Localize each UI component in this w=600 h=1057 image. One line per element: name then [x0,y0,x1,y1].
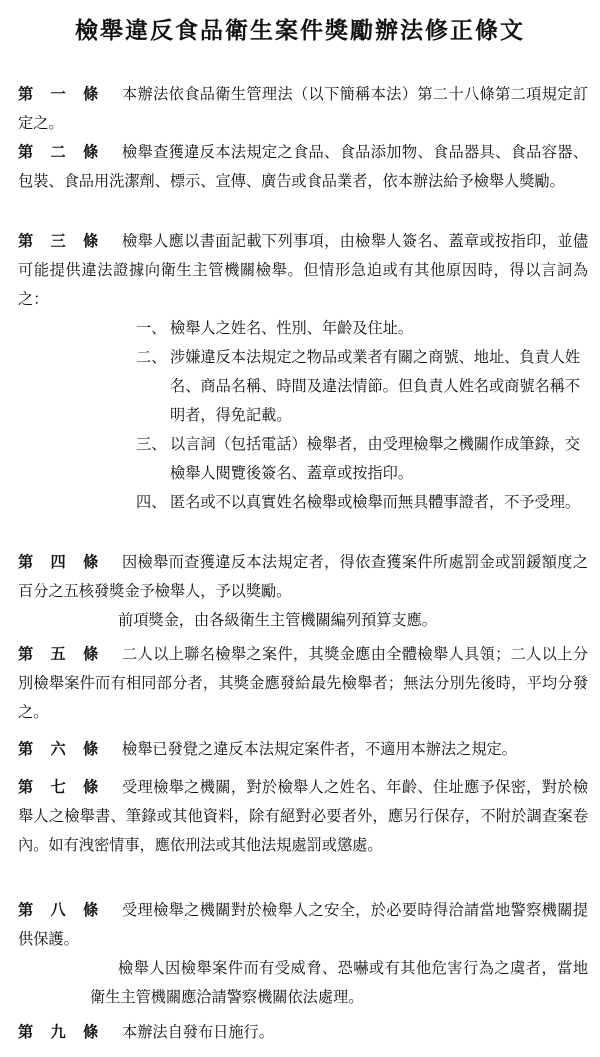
article-3 [18,227,588,517]
list-item [18,430,588,488]
article-4 [18,548,588,635]
article-1 [18,80,588,138]
article-label: 第 一 條 [18,85,105,103]
item-number: 一、 [136,319,167,337]
article-text: 前項獎金，由各級衛生主管機關編列預算支應。 [118,611,437,629]
item-text: 涉嫌違反本法規定之物品或業者有關之商號、地址、負責人姓名、商品名稱、時間及違法情節。但負責人姓名或商號名稱不明者，得免記載。 [170,348,581,424]
article-label: 第 四 條 [18,553,105,571]
article-text: 本辦法自發布日施行。 [122,1023,274,1041]
article-8 [18,896,588,1012]
article-label: 第 六 條 [18,740,105,758]
article-5 [18,640,588,727]
article-3-items [18,314,588,517]
article-text: 二人以上聯名檢舉之案件，其獎金應由全體檢舉人具領；二人以上分別檢舉案件而有相同部分者，其獎金應發給最先檢舉者；無法分別先後時，平均分發之。 [18,645,588,721]
article-text: 檢舉人因檢舉案件而有受威脅、恐嚇或有其他危害行為之虞者，當地衛生主管機關應洽請警察機關依法處理。 [90,959,588,1006]
article-9 [18,1018,588,1047]
article-label: 第 七 條 [18,778,105,796]
article-text: 受理檢舉之機關對於檢舉人之安全，於必要時得洽請當地警察機關提供保護。 [18,901,588,948]
item-text: 以言詞（包括電話）檢舉者，由受理檢舉之機關作成筆錄，交檢舉人閱覽後簽名、蓋章或按指印。 [170,435,581,482]
list-item [18,488,588,517]
article-label: 第 九 條 [18,1023,105,1041]
item-number: 二、 [136,348,167,366]
item-number: 三、 [136,435,167,453]
article-text: 因檢舉而查獲違反本法規定者，得依查獲案件所處罰金或罰鍰額度之百分之五核發獎金予檢舉人，予以獎勵。 [18,553,588,600]
article-label: 第 二 條 [18,143,105,161]
article-2 [18,138,588,196]
article-label: 第 八 條 [18,901,105,919]
list-item [18,314,588,343]
article-text: 檢舉人應以書面記載下列事項，由檢舉人簽名、蓋章或按指印，並儘可能提供違法證據向衛生主管機關檢舉。但情形急迫或有其他原因時，得以言詞為之： [18,232,588,308]
article-text: 檢舉查獲違反本法規定之食品、食品添加物、食品器具、食品容器、包裝、食品用洗潔劑、標示、宣傳、廣告或食品業者，依本辦法給予檢舉人獎勵。 [18,143,588,190]
item-number: 四、 [136,493,167,511]
article-text: 受理檢舉之機關，對於檢舉人之姓名、年齡、住址應予保密，對於檢舉人之檢舉書、筆錄或其他資料，除有絕對必要者外，應另行保存，不附於調查案卷內。如有洩密情事，應依刑法或其他法規處罰或懲處。 [18,778,588,854]
item-text: 匿名或不以真實姓名檢舉或檢舉而無具體事證者，不予受理。 [170,493,581,511]
document-title: 檢舉違反食品衛生案件獎勵辦法修正條文 [75,17,525,44]
article-text: 本辦法依食品衛生管理法（以下簡稱本法）第二十八條第二項規定訂定之。 [18,85,588,132]
article-label: 第 五 條 [18,645,105,663]
article-6 [18,735,588,764]
item-text: 檢舉人之姓名、性別、年齡及住址。 [170,319,413,337]
list-item [18,343,588,430]
article-7 [18,773,588,860]
article-text: 檢舉已發覺之違反本法規定案件者，不適用本辦法之規定。 [122,740,517,758]
article-label: 第 三 條 [18,232,105,250]
